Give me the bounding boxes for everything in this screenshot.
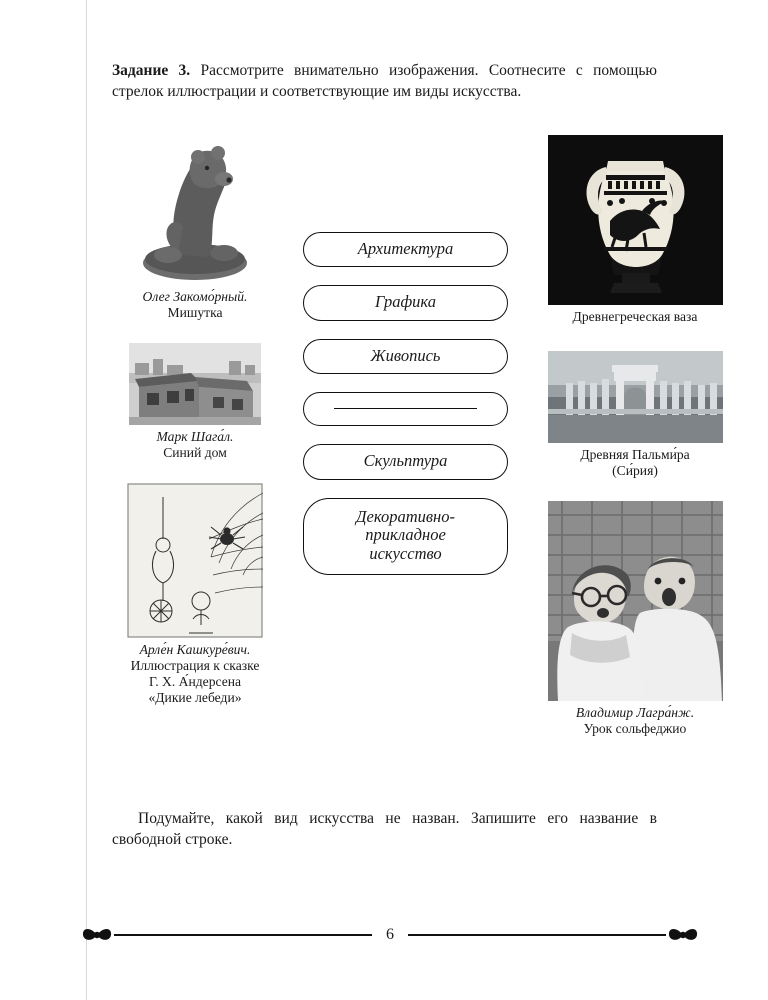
label-line-1: Декоративно- <box>356 506 455 526</box>
palmyra-ruins-image <box>548 351 723 443</box>
page-edge-line <box>86 0 87 1000</box>
answer-line <box>334 408 477 409</box>
closing-text: Подумайте, какой вид искусства не назван. Запишите его название в свободной строке. <box>112 810 657 849</box>
footer-rule-left <box>114 934 372 935</box>
flourish-ornament-icon <box>80 924 114 946</box>
list-item <box>540 501 730 737</box>
caption <box>540 705 730 737</box>
list-item <box>100 483 290 706</box>
list-item <box>100 135 290 321</box>
caption <box>100 289 290 321</box>
label-decorative-applied-art[interactable] <box>303 498 508 575</box>
caption-author: Арле́н Кашкуре́вич. <box>139 642 251 658</box>
caption-title: Мишутка <box>167 305 223 321</box>
label-architecture[interactable]: Архитектура <box>303 232 508 267</box>
caption <box>540 447 730 479</box>
bear-sculpture-image <box>128 135 263 285</box>
solfeggio-lesson-photo-image <box>548 501 723 701</box>
caption-title: Иллюстрация к сказке <box>130 658 260 674</box>
closing-paragraph <box>112 808 657 851</box>
left-image-column <box>100 135 290 716</box>
caption-title: Древняя Пальми́ра <box>580 447 690 463</box>
caption-title-line2: Г. Х. А́ндерсена <box>148 674 242 690</box>
label-painting[interactable]: Живопись <box>303 339 508 374</box>
list-item <box>540 135 730 325</box>
caption-author: Марк Шага́л. <box>156 429 234 445</box>
caption-title: Древнегреческая ваза <box>572 309 698 324</box>
caption-author: Олег Закомо́рный. <box>142 289 248 304</box>
task-text: Рассмотрите внимательно изображения. Соотнесите с помощью стрелок иллюстрации и соответствующие им виды искусства. <box>112 62 657 101</box>
label-line-3: искусство <box>369 543 442 563</box>
blue-house-painting-image <box>129 343 261 425</box>
footer-rule-right <box>408 934 666 935</box>
label-blank-answer[interactable] <box>303 392 508 426</box>
page-footer <box>80 918 700 952</box>
flourish-ornament-icon <box>666 924 700 946</box>
task-statement <box>112 60 657 102</box>
caption <box>540 309 730 325</box>
label-line-2: прикладное <box>365 525 446 545</box>
task-number: Задание 3. <box>112 62 191 79</box>
label-graphics[interactable]: Графика <box>303 285 508 320</box>
caption-title-line3: «Дикие лебеди» <box>148 690 242 706</box>
right-image-column <box>540 135 730 747</box>
caption-title: Урок сольфеджио <box>583 721 687 737</box>
caption-title-line2: (Си́рия) <box>612 463 658 479</box>
art-type-labels <box>303 232 508 593</box>
list-item <box>100 343 290 461</box>
caption <box>100 642 290 706</box>
caption-author: Владимир Лагра́нж. <box>575 705 695 721</box>
wild-swans-illustration-image <box>127 483 263 638</box>
greek-vase-image <box>548 135 723 305</box>
caption <box>100 429 290 461</box>
caption-title: Синий дом <box>163 445 227 461</box>
page-number: 6 <box>386 926 394 943</box>
label-sculpture[interactable]: Скульптура <box>303 444 508 479</box>
list-item <box>540 351 730 479</box>
